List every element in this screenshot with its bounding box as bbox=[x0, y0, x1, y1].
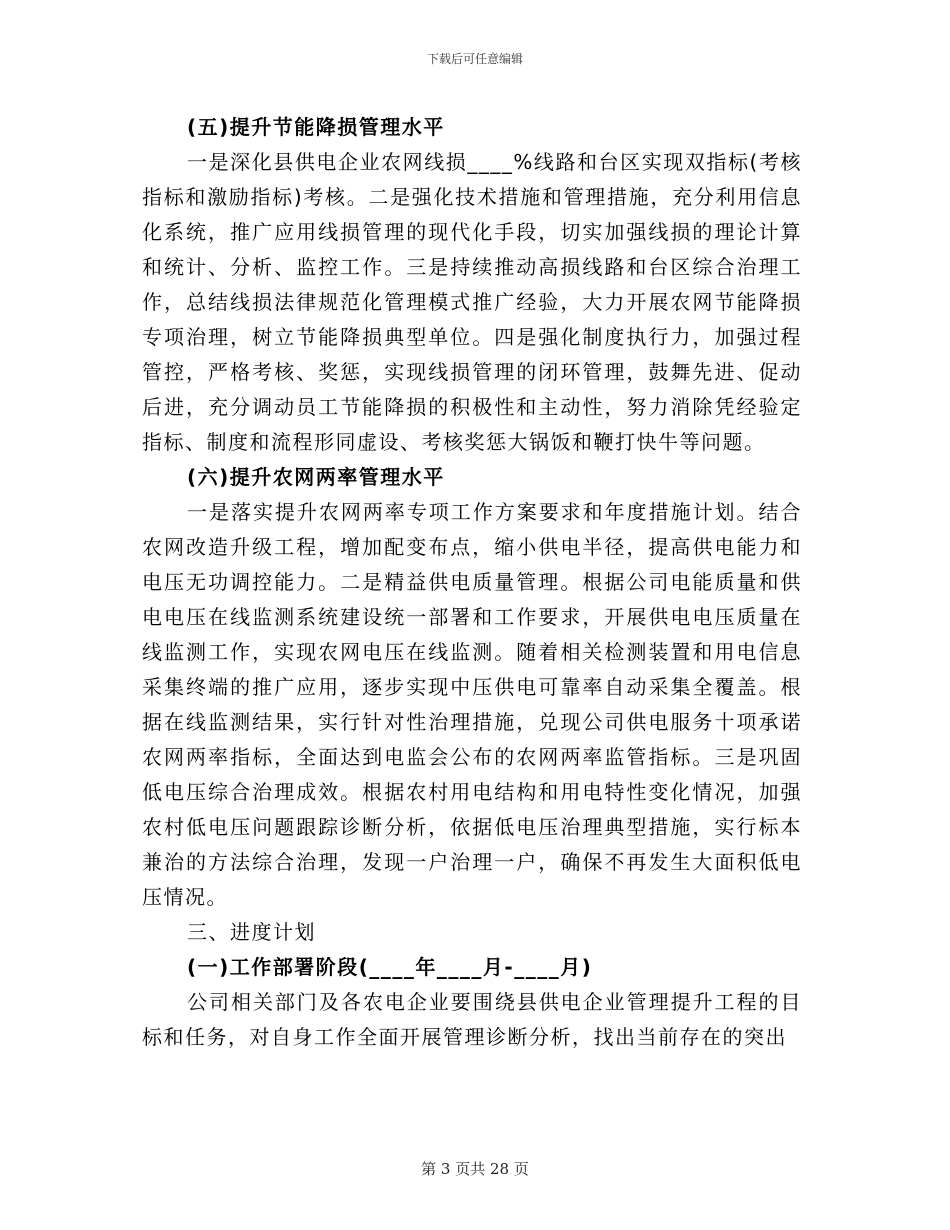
paragraph-deployment: 公司相关部门及各农电企业要围绕县供电企业管理提升工程的目标和任务，对自身工作全面开展管理诊断分析，找出当前存在的突出 bbox=[142, 990, 802, 1049]
section-heading-5: (五)提升节能降损管理水平 bbox=[187, 115, 445, 139]
document-body bbox=[142, 110, 802, 1055]
paragraph-two-rates: 一是落实提升农网两率专项工作方案要求和年度措施计划。结合农网改造升级工程，增加配变布点，缩小供电半径，提高供电能力和电压无功调控能力。二是精益供电质量管理。根据公司电能质量和供电电压在线监测系统建设统一部署和工作要求，开展供电电压质量在线监测工作，实现农网电压在线监测。随着相关检测装置和用电信息采集终端的推广应用，逐步实现中压供电可靠率自动采集全覆盖。根据在线监测结果，实行针对性治理措施，兑现公司供电服务十项承诺农网两率指标，全面达到电监会公布的农网两率监管指标。三是巩固低电压综合治理成效。根据农村用电结构和用电特性变化情况，加强农村低电压问题跟踪诊断分析，依据低电压治理典型措施，实行标本兼治的方法综合治理，发现一户治理一户，确保不再发生大面积低电压情况。 bbox=[142, 500, 802, 909]
paragraph-energy-saving: 一是深化县供电企业农网线损____%线路和台区实现双指标(考核指标和激励指标)考核。二是强化技术措施和管理措施，充分利用信息化系统，推广应用线损管理的现代化手段，切实加强线损的理论计算和统计、分析、监控工作。三是持续推动高损线路和台区综合治理工作，总结线损法律规范化管理模式推广经验，大力开展农网节能降损专项治理，树立节能降损典型单位。四是强化制度执行力，加强过程管控，严格考核、奖惩，实现线损管理的闭环管理，鼓舞先进、促动后进，充分调动员工节能降损的积极性和主动性，努力消除凭经验定指标、制度和流程形同虚设、考核奖惩大锅饭和鞭打快牛等问题。 bbox=[142, 150, 802, 454]
subsection-heading-deployment: (一)工作部署阶段(____年____月-____月) bbox=[187, 955, 593, 979]
section-heading-schedule: 三、进度计划 bbox=[187, 920, 316, 944]
page-header: 下载后可任意编辑 bbox=[426, 52, 523, 66]
section-heading-6: (六)提升农网两率管理水平 bbox=[187, 465, 445, 489]
page-footer: 第 3 页共 28 页 bbox=[421, 1160, 529, 1178]
